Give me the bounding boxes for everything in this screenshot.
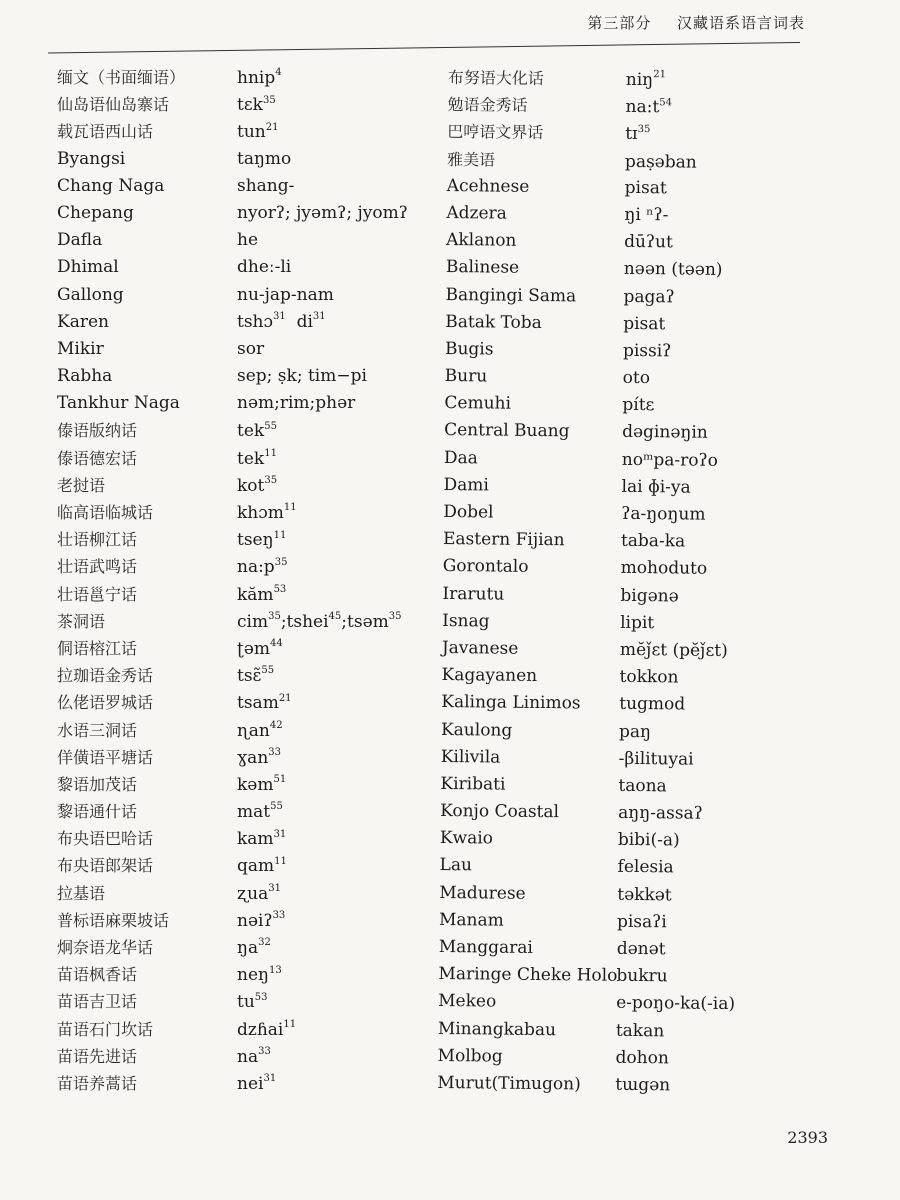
language-name: Central Buang	[444, 420, 570, 442]
language-name: 布央语郎架话	[57, 856, 154, 876]
word-form: tek$^{11}$	[237, 447, 277, 469]
word-entry	[57, 254, 437, 281]
word-form: ɣan$^{33}$	[237, 747, 282, 768]
word-form: $tu^{53}$	[237, 991, 268, 1013]
word-form: kăm$^{53}$	[237, 583, 287, 605]
tone-mark: 4	[275, 67, 282, 79]
word-form: felesia	[617, 857, 674, 878]
language-name: Madurese	[439, 882, 526, 904]
tone-mark: 42	[269, 719, 283, 731]
language-name: 壮语邕宁话	[57, 584, 138, 604]
word-entry	[447, 91, 867, 123]
word-entry	[57, 744, 437, 771]
language-name: Konjo Coastal	[440, 801, 560, 823]
word-form: tsam$^{21}$	[237, 692, 292, 714]
word-entry	[57, 1070, 437, 1097]
word-form: hnip$^4$	[237, 67, 282, 88]
word-form: tɪ$^{35}$	[625, 123, 651, 145]
word-entry	[441, 716, 861, 748]
word-entry	[57, 64, 437, 91]
language-name: Dami	[443, 474, 490, 496]
word-entry	[57, 227, 437, 254]
word-form: nei$^{31}$	[237, 1073, 277, 1094]
word-entry	[57, 961, 437, 988]
tone-mark: 54	[659, 96, 673, 108]
language-name: Buru	[444, 366, 488, 387]
word-entry	[446, 254, 866, 286]
word-form: kam$^{31}$	[237, 828, 287, 850]
word-entry	[438, 961, 858, 993]
word-entry	[443, 526, 863, 558]
word-entry	[438, 988, 858, 1020]
word-form: mohoduto	[620, 558, 708, 580]
word-form: bibi(-a)	[617, 830, 680, 851]
word-form: dəginəŋin	[622, 422, 708, 444]
language-name: 苗语枫香话	[57, 965, 138, 985]
word-entry	[57, 880, 437, 907]
language-name: Gallong	[57, 284, 124, 305]
word-form: ʈəm$^{44}$	[237, 638, 283, 659]
word-form: dheː-li	[237, 257, 292, 278]
language-name: Eastern Fijian	[442, 529, 565, 551]
tone-mark: 33	[258, 1046, 271, 1058]
word-form: sor	[237, 338, 265, 359]
language-name: 佯僙语平塘话	[57, 747, 154, 767]
tone-mark: 21	[278, 692, 292, 704]
tone-mark: 31	[268, 882, 281, 894]
word-entry	[443, 472, 863, 504]
word-entry	[57, 852, 437, 879]
word-form: tshɔ$^{31}$ $di^{31}$	[237, 311, 326, 332]
word-form: taona	[618, 775, 667, 797]
word-entry	[442, 581, 862, 613]
header-rule	[48, 42, 800, 53]
header-section: 第三部分	[587, 14, 652, 32]
language-name: Bangingi Sama	[445, 284, 577, 306]
word-form: tek$^{55}$	[237, 420, 277, 442]
word-entry	[57, 282, 437, 309]
language-name: Molbog	[437, 1045, 503, 1067]
language-name: Chepang	[57, 202, 134, 223]
language-name: 仙岛语仙岛寨话	[57, 95, 170, 115]
language-name: Chang Naga	[57, 175, 165, 196]
language-name: Kalinga Linimos	[441, 692, 581, 714]
language-name: Daa	[443, 447, 478, 468]
tone-mark: 35	[388, 611, 402, 623]
language-name: Mekeo	[438, 991, 497, 1012]
word-form: aŋŋ-assaʔ	[618, 802, 703, 824]
word-entry	[57, 771, 437, 798]
word-form: kəm$^{51}$	[237, 774, 287, 795]
word-form: kot$^{35}$	[237, 475, 278, 496]
tone-mark: 11	[274, 855, 287, 867]
language-name: Kiribati	[440, 773, 506, 795]
language-name: 雅美语	[446, 149, 496, 170]
language-name: Dhimal	[57, 257, 119, 278]
word-entry	[445, 363, 865, 395]
tone-mark: 44	[270, 638, 283, 650]
word-form: lipit	[620, 612, 655, 633]
word-form: $na^{33}$	[237, 1046, 271, 1067]
word-form: tseŋ$^{11}$	[237, 529, 287, 551]
word-entry	[440, 771, 860, 803]
word-form: takan	[615, 1020, 665, 1041]
language-name: Tankhur Naga	[57, 393, 180, 414]
tone-mark: 11	[264, 447, 277, 459]
word-entry	[440, 798, 860, 830]
language-name: Javanese	[441, 637, 519, 659]
language-name: Byangsi	[57, 148, 126, 169]
word-entry	[57, 118, 437, 145]
word-form: oto	[622, 367, 651, 389]
language-name: Kaulong	[440, 719, 513, 741]
tone-mark: 45	[328, 611, 342, 623]
word-entry	[440, 825, 860, 857]
word-entry	[439, 907, 859, 939]
language-name: 缅文（书面缅语）	[57, 68, 186, 87]
language-name: 普标语麻栗坡话	[57, 910, 170, 930]
word-form: niŋ$^{21}$	[625, 69, 667, 91]
language-name: 老挝语	[57, 475, 106, 495]
tone-mark: 11	[273, 529, 287, 541]
word-entry	[57, 717, 437, 744]
language-name: Murut(Timugon)	[437, 1072, 581, 1095]
word-form: pítɛ	[622, 395, 655, 416]
word-form: paṣəban	[624, 151, 697, 173]
word-form: sep; ṣk; tim−pi	[237, 366, 367, 387]
word-entry	[57, 526, 437, 553]
left-column	[57, 64, 437, 1097]
word-form: ʐua$^{31}$	[237, 882, 281, 904]
word-entry	[57, 608, 437, 635]
word-form: e-poŋo-ka(-ia)	[616, 993, 736, 1015]
word-entry	[447, 118, 867, 150]
word-form: tun$^{21}$	[237, 121, 279, 143]
word-form: noᵐpa-roʔo	[621, 449, 719, 471]
language-name: Bugis	[444, 338, 494, 360]
word-entry	[57, 798, 437, 825]
language-name: Cemuhi	[444, 393, 512, 414]
word-entry	[57, 553, 437, 580]
word-entry	[437, 1043, 857, 1075]
word-entry	[57, 635, 437, 662]
tone-mark: 13	[268, 964, 282, 976]
language-name: Acehnese	[446, 175, 530, 197]
word-form: he	[237, 230, 259, 251]
language-name: Batak Toba	[445, 311, 542, 333]
word-form: qam$^{11}$	[237, 855, 287, 877]
word-form: dzɦai$^{11}$	[237, 1018, 297, 1040]
language-name: 傣语德宏话	[57, 448, 138, 468]
word-form: pissiʔ	[622, 340, 672, 362]
word-form: dohon	[615, 1047, 669, 1069]
word-entry	[57, 363, 437, 390]
word-entry	[448, 64, 868, 96]
word-form: ʔa-ŋoŋum	[621, 503, 706, 525]
word-form: neŋ$^{13}$	[237, 964, 282, 986]
language-name: Rabha	[57, 366, 113, 387]
word-entry	[57, 173, 437, 200]
tone-mark: 21	[653, 69, 667, 81]
language-name: Kilivila	[440, 746, 501, 768]
word-entry	[438, 1016, 858, 1048]
language-name: 侗语榕江话	[57, 638, 138, 658]
word-form: tɛk$^{35}$	[237, 94, 276, 116]
language-name: 黎语通什话	[57, 802, 138, 822]
tone-mark: 35	[262, 94, 276, 106]
word-form: khɔm$^{11}$	[237, 502, 297, 523]
tone-mark: 53	[254, 991, 268, 1003]
word-entry	[57, 336, 437, 363]
word-form: tokkon	[619, 666, 679, 688]
tone-mark: 21	[265, 121, 279, 133]
word-entry	[447, 146, 867, 178]
tone-mark: 31	[273, 311, 286, 323]
word-form: pagaʔ	[623, 286, 675, 307]
page-header	[0, 0, 900, 48]
language-name: Maringe Cheke Holo	[438, 964, 618, 987]
tone-mark: 35	[264, 475, 278, 487]
language-name: Aklanon	[446, 230, 517, 251]
language-name: Gorontalo	[442, 556, 529, 578]
tone-mark: 35	[274, 556, 288, 568]
word-entry	[57, 825, 437, 852]
language-name: Lau	[439, 855, 473, 876]
running-header	[587, 12, 805, 33]
word-entry	[441, 662, 861, 694]
word-entry	[57, 200, 437, 227]
word-entry	[442, 635, 862, 667]
language-name: Mikir	[57, 338, 104, 359]
language-name: Dobel	[443, 501, 494, 523]
tone-mark: 35	[268, 611, 281, 623]
word-form: ɳan$^{42}$	[237, 719, 283, 741]
language-name: Dafla	[57, 230, 103, 251]
language-name: 载瓦语西山话	[57, 122, 154, 142]
word-entry	[439, 880, 859, 912]
word-form: pisat	[624, 177, 667, 199]
word-entry	[57, 91, 437, 118]
tone-mark: 33	[272, 910, 286, 922]
language-name: 苗语养蒿话	[57, 1073, 138, 1093]
tone-mark: 53	[273, 583, 287, 595]
language-name: 炯奈语龙华话	[57, 938, 154, 957]
word-entry	[443, 553, 863, 585]
word-form: lai ɸi-ya	[621, 476, 691, 498]
tone-mark: 55	[270, 801, 283, 813]
word-entry	[57, 1016, 437, 1043]
tone-mark: 55	[261, 665, 275, 677]
word-entry	[446, 227, 866, 259]
word-entry	[437, 1070, 857, 1102]
word-entry	[442, 608, 862, 640]
language-name: 茶洞语	[57, 611, 106, 631]
word-entry	[57, 390, 437, 417]
language-name: 壮语武鸣话	[57, 557, 138, 577]
word-entry	[445, 309, 865, 341]
word-entry	[447, 173, 867, 205]
language-name: Manggarai	[438, 936, 533, 958]
word-form: paŋ	[618, 721, 652, 742]
word-form: təkkət	[617, 884, 672, 906]
word-form: nəiʔ$^{33}$	[237, 910, 286, 931]
language-name: Minangkabau	[437, 1018, 557, 1040]
language-name: 傣语版纳话	[57, 421, 138, 441]
tone-mark: 11	[283, 502, 297, 514]
word-entry	[57, 445, 437, 472]
word-entry	[439, 934, 859, 966]
word-entry	[441, 689, 861, 721]
word-entry	[57, 1043, 437, 1070]
word-entry	[57, 499, 437, 526]
language-name: 拉基语	[57, 883, 106, 903]
word-form: pisat	[623, 313, 666, 334]
word-entry	[445, 336, 865, 368]
tone-mark: 31	[273, 828, 287, 840]
word-entry	[57, 146, 437, 173]
word-entry	[444, 445, 864, 477]
word-entry	[57, 907, 437, 934]
word-entry	[57, 417, 437, 444]
tone-mark: 11	[283, 1018, 297, 1030]
word-form: ŋi ⁿʔ-	[624, 204, 669, 226]
right-column	[437, 64, 868, 1101]
language-name: 勉语金秀话	[447, 95, 528, 116]
language-name: 拉珈语金秀话	[57, 666, 154, 686]
language-name: 苗语石门坎话	[57, 1019, 154, 1039]
word-entry	[443, 499, 863, 531]
language-name: Adzera	[446, 202, 507, 224]
word-form: shang-	[237, 175, 295, 196]
word-form: $ŋa^{32}$	[237, 937, 271, 958]
tone-mark: 32	[258, 937, 271, 949]
word-entry	[57, 581, 437, 608]
language-name: 布努语大化话	[447, 67, 544, 89]
word-form: mĕǰɛt (pĕǰɛt)	[619, 639, 728, 661]
language-name: Irarutu	[442, 583, 505, 605]
word-entry	[445, 281, 865, 313]
word-entry	[444, 390, 864, 422]
tone-mark: 33	[268, 747, 282, 759]
language-name: Isnag	[442, 610, 490, 632]
word-entry	[57, 689, 437, 716]
language-name: 布央语巴哈话	[57, 829, 154, 849]
word-entry	[439, 852, 859, 884]
word-form: taba-ka	[620, 531, 686, 552]
word-entry	[446, 200, 866, 232]
word-form: nu-jap-nam	[237, 284, 334, 305]
tone-mark: 51	[273, 774, 287, 786]
word-form: tugmod	[619, 694, 686, 715]
word-form: nəən (təən)	[623, 259, 723, 281]
word-entry	[57, 309, 437, 336]
header-title: 汉藏语系语言词表	[676, 14, 805, 32]
language-name: Kagayanen	[441, 665, 538, 687]
language-name: 苗语吉卫话	[57, 992, 138, 1012]
word-form: mat$^{55}$	[237, 801, 283, 823]
word-form: dūʔut	[624, 231, 673, 253]
language-name: 苗语先进话	[57, 1046, 138, 1066]
tone-mark: 35	[637, 123, 651, 135]
language-name: 仫佬语罗城话	[57, 693, 154, 713]
word-form: cim$^{35}$;tshei$^{45}$;tsəm$^{35}$	[237, 611, 402, 632]
language-name: Balinese	[445, 257, 520, 279]
word-form: taŋmo	[237, 148, 292, 169]
language-name: Karen	[57, 311, 109, 332]
page-number: 2393	[787, 1128, 828, 1147]
word-form: -βilituyai	[618, 748, 694, 770]
language-name: 巴哼语文界话	[447, 122, 544, 143]
word-form: $na:p^{35}$	[237, 556, 288, 578]
tone-mark: 31	[263, 1073, 277, 1085]
word-entry	[57, 934, 437, 961]
word-form: dənət	[616, 938, 666, 960]
word-entry	[441, 744, 861, 776]
word-form: pisaʔi	[616, 911, 667, 933]
tone-mark: 55	[264, 420, 277, 432]
word-form: nyorʔ; jyəmʔ; jyomʔ	[237, 202, 408, 223]
language-name: Kwaio	[439, 828, 494, 849]
language-name: 水语三洞话	[57, 720, 138, 740]
word-form: $na:t^{54}$	[625, 96, 673, 118]
word-entry	[444, 417, 864, 449]
word-form: bukru	[616, 966, 668, 987]
language-name: 黎语加茂话	[57, 774, 138, 794]
word-form: tɯgən	[615, 1074, 671, 1096]
tone-mark: 31	[312, 311, 326, 323]
word-form: nəm;rim;phər	[237, 393, 356, 414]
language-name: 临高语临城话	[57, 503, 154, 522]
word-entry	[57, 662, 437, 689]
word-form: tsɛ̃$^{55}$	[237, 665, 275, 687]
language-name: Manam	[438, 909, 504, 931]
word-entry	[57, 988, 437, 1015]
word-form: bigənə	[620, 585, 679, 607]
word-entry	[57, 472, 437, 499]
language-name: 壮语柳江话	[57, 530, 138, 550]
